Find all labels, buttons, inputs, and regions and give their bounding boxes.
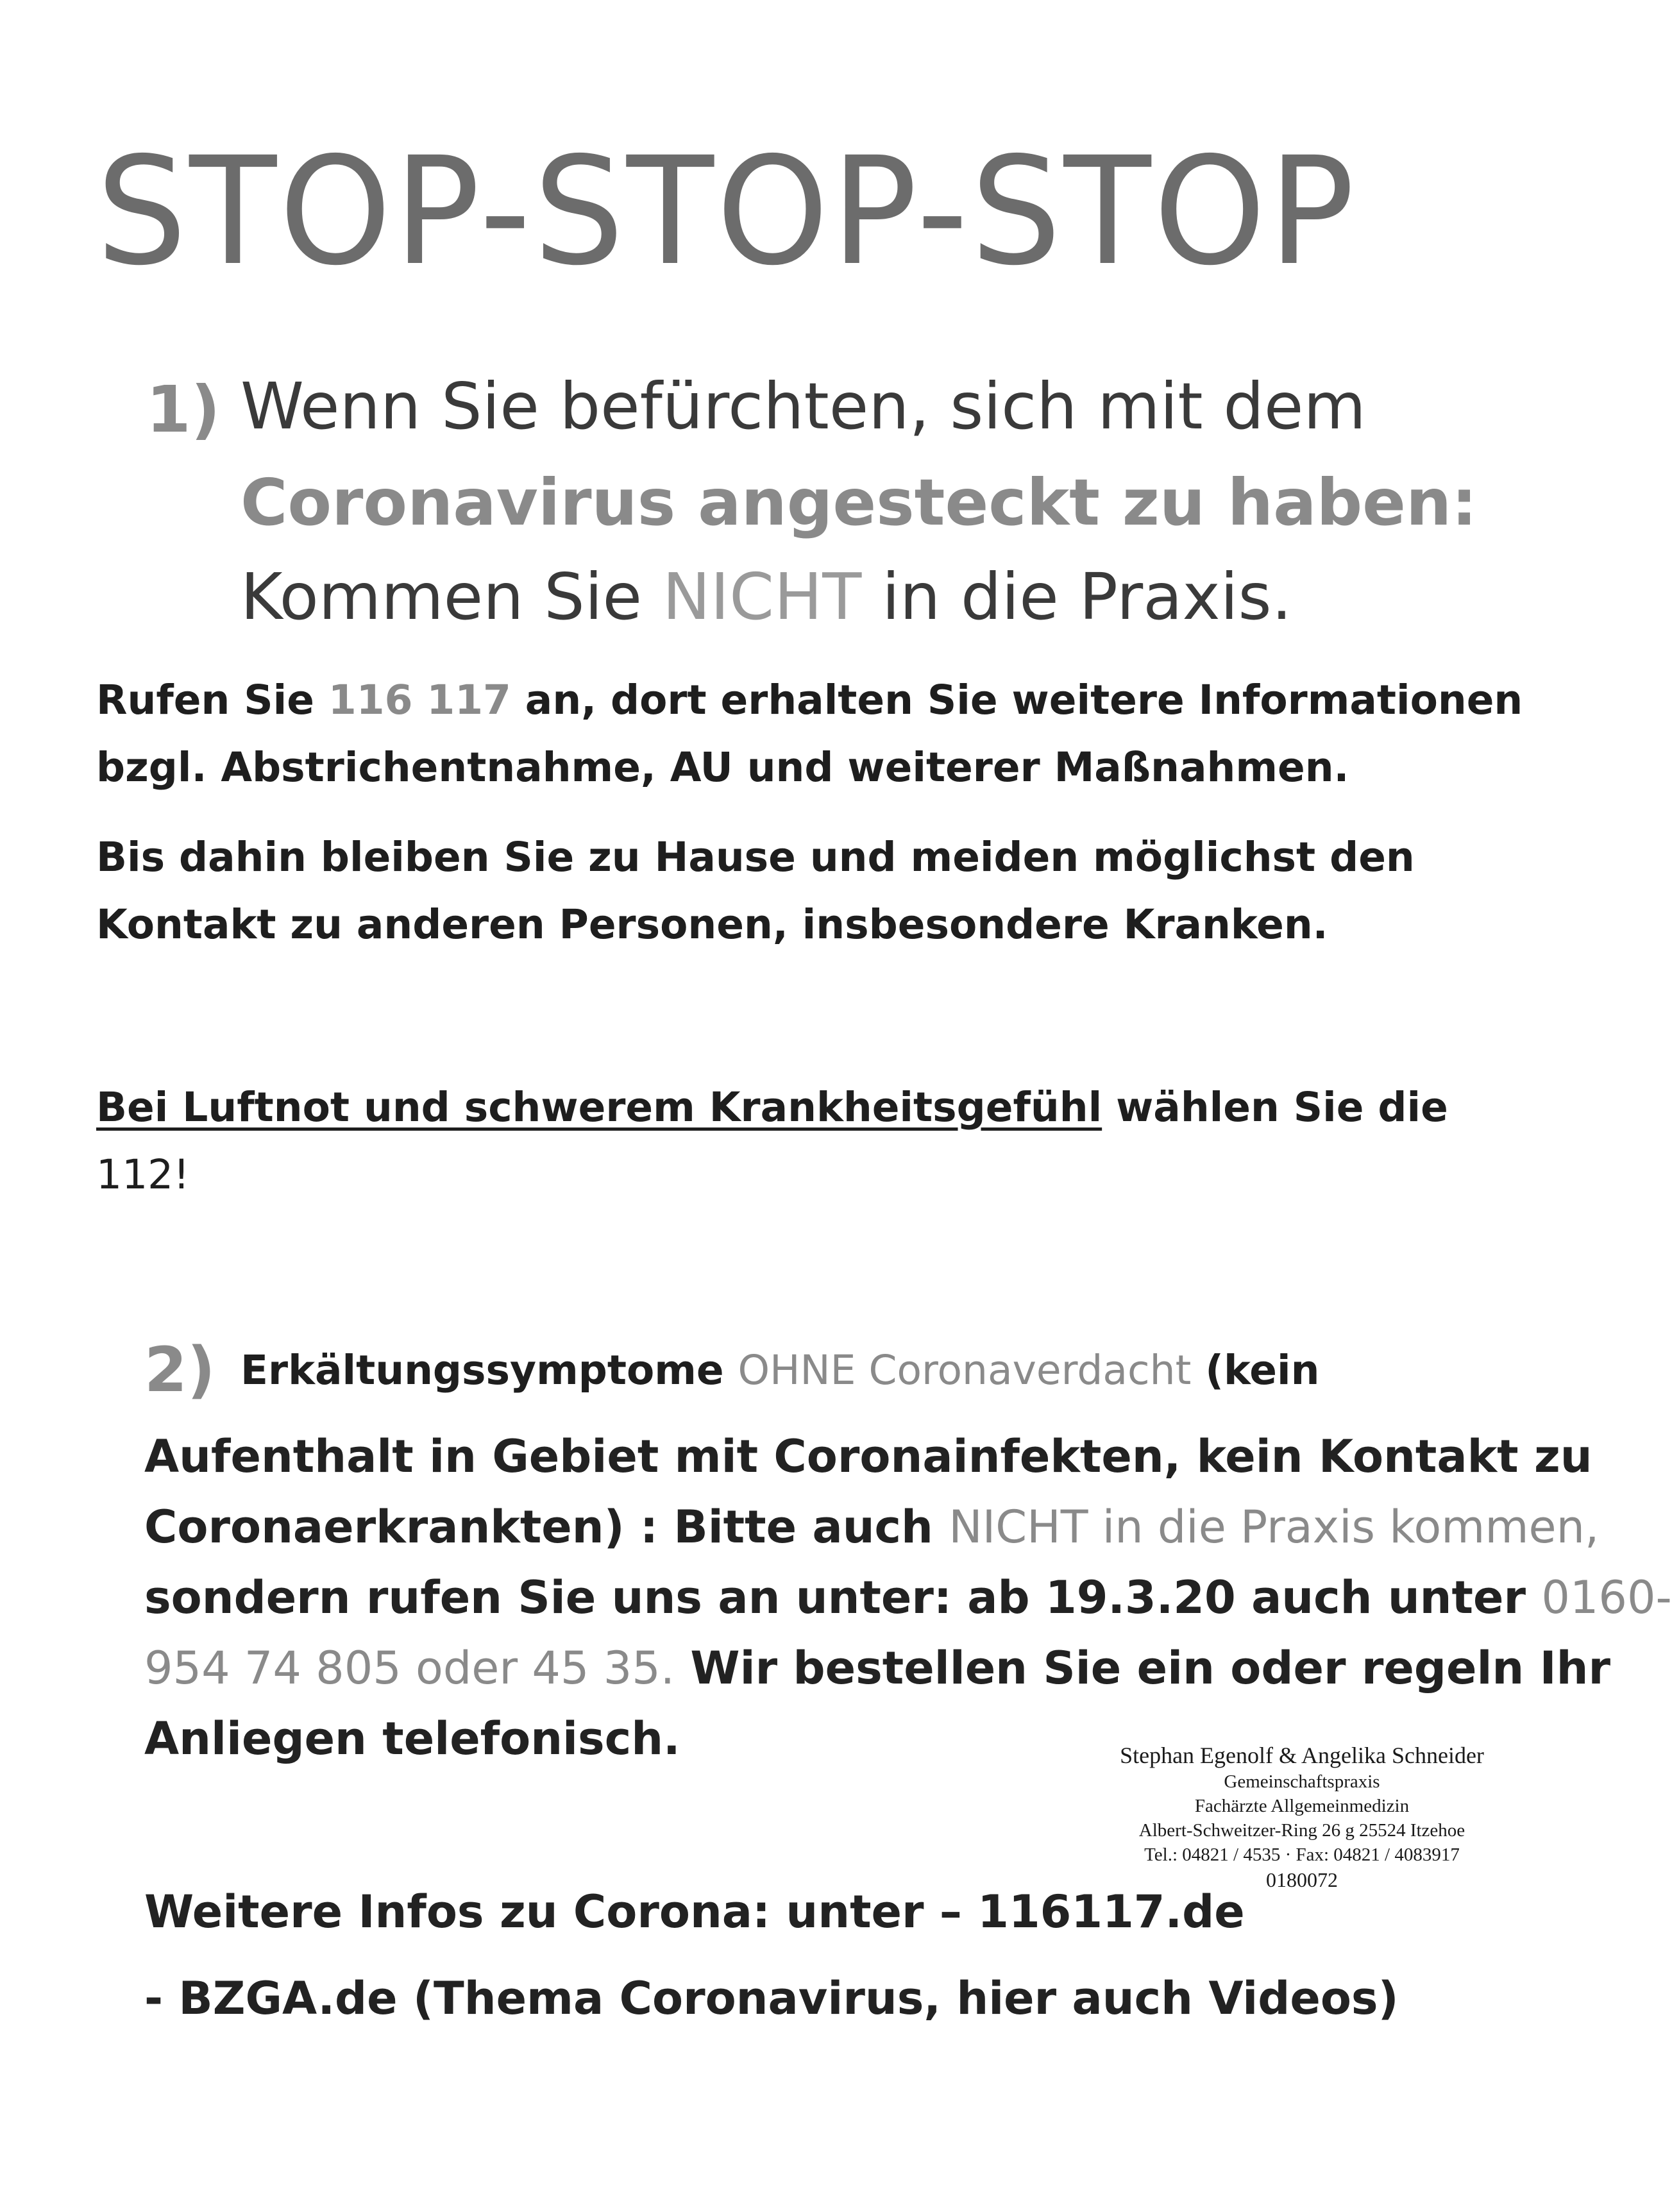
bzga-line: - BZGA.de (Thema Coronavirus, hier auch Videos)	[144, 1972, 1399, 2025]
hotline-number: 116 117	[328, 677, 511, 723]
symptom-text: Erkältungssymptome	[241, 1347, 738, 1394]
stamp-specialty: Fachärzte Allgemeinmedizin	[1194, 1796, 1410, 1816]
section-1-heading-line-2: Coronavirus angesteckt zu haben:	[241, 465, 1478, 540]
mobile-number-start: 0160-	[1541, 1571, 1672, 1624]
call-instruction-line-1	[96, 677, 1523, 723]
stamp-phone: Tel.: 04821 / 4535 · Fax: 04821 / 4083917	[1144, 1845, 1460, 1865]
stamp-names: Stephan Egenolf & Angelika Schneider	[1120, 1743, 1484, 1768]
stamp-address: Albert-Schweitzer-Ring 26 g 25524 Itzehoe	[1138, 1820, 1465, 1841]
section-2-line-1	[241, 1347, 1319, 1394]
call-instruction-line-2: bzgl. Abstrichentnahme, AU und weiterer Maßnahmen.	[96, 744, 1349, 791]
practice-stamp	[1084, 1741, 1520, 1893]
stamp-code: 0180072	[1266, 1868, 1338, 1891]
more-info-line: Weitere Infos zu Corona: unter – 116117.de	[144, 1886, 1245, 1938]
heading-text: Kommen Sie	[241, 559, 663, 634]
section-2-number: 2)	[144, 1334, 215, 1406]
emergency-number: 112!	[96, 1151, 190, 1198]
section-1-heading-line-1: Wenn Sie befürchten, sich mit dem	[241, 369, 1366, 444]
call-text: Rufen Sie	[96, 677, 328, 723]
mobile-number-end: 954 74 805 oder 45 35.	[144, 1642, 675, 1694]
stay-home-line-1: Bis dahin bleiben Sie zu Hause und meiden möglichst den	[96, 834, 1415, 881]
stay-home-line-2: Kontakt zu anderen Personen, insbesondere Kranken.	[96, 901, 1328, 948]
stamp-practice: Gemeinschaftspraxis	[1224, 1771, 1380, 1792]
heading-text: in die Praxis.	[861, 559, 1292, 634]
instruction-text: sondern rufen Sie uns an unter: ab 19.3.20 auch unter	[144, 1571, 1542, 1624]
page-title: STOP-STOP-STOP	[96, 125, 1357, 298]
section-1-number: 1)	[146, 372, 221, 447]
call-text: an, dort erhalten Sie weitere Informationen	[511, 677, 1523, 723]
instruction-text: Coronaerkrankten) : Bitte auch	[144, 1501, 949, 1553]
no-corona-emphasis: OHNE Coronaverdacht	[738, 1347, 1192, 1394]
emergency-line	[96, 1084, 1448, 1131]
emergency-underlined: Bei Luftnot und schwerem Krankheitsgefühl	[96, 1084, 1102, 1131]
section-1-heading-line-3	[241, 559, 1292, 634]
not-emphasis: NICHT	[662, 559, 862, 634]
section-2-line-3	[144, 1501, 1599, 1553]
emergency-text: wählen Sie die	[1102, 1084, 1448, 1131]
section-2-line-5	[144, 1642, 1610, 1694]
instruction-text: Wir bestellen Sie ein oder regeln Ihr	[675, 1642, 1611, 1694]
symptom-text: (kein	[1191, 1347, 1320, 1394]
section-2-line-6: Anliegen telefonisch.	[144, 1712, 680, 1765]
section-2-line-4	[144, 1571, 1672, 1624]
not-emphasis: NICHT in die Praxis kommen,	[949, 1501, 1600, 1553]
section-2-line-2: Aufenthalt in Gebiet mit Coronainfekten, kein Kontakt zu	[144, 1430, 1592, 1483]
